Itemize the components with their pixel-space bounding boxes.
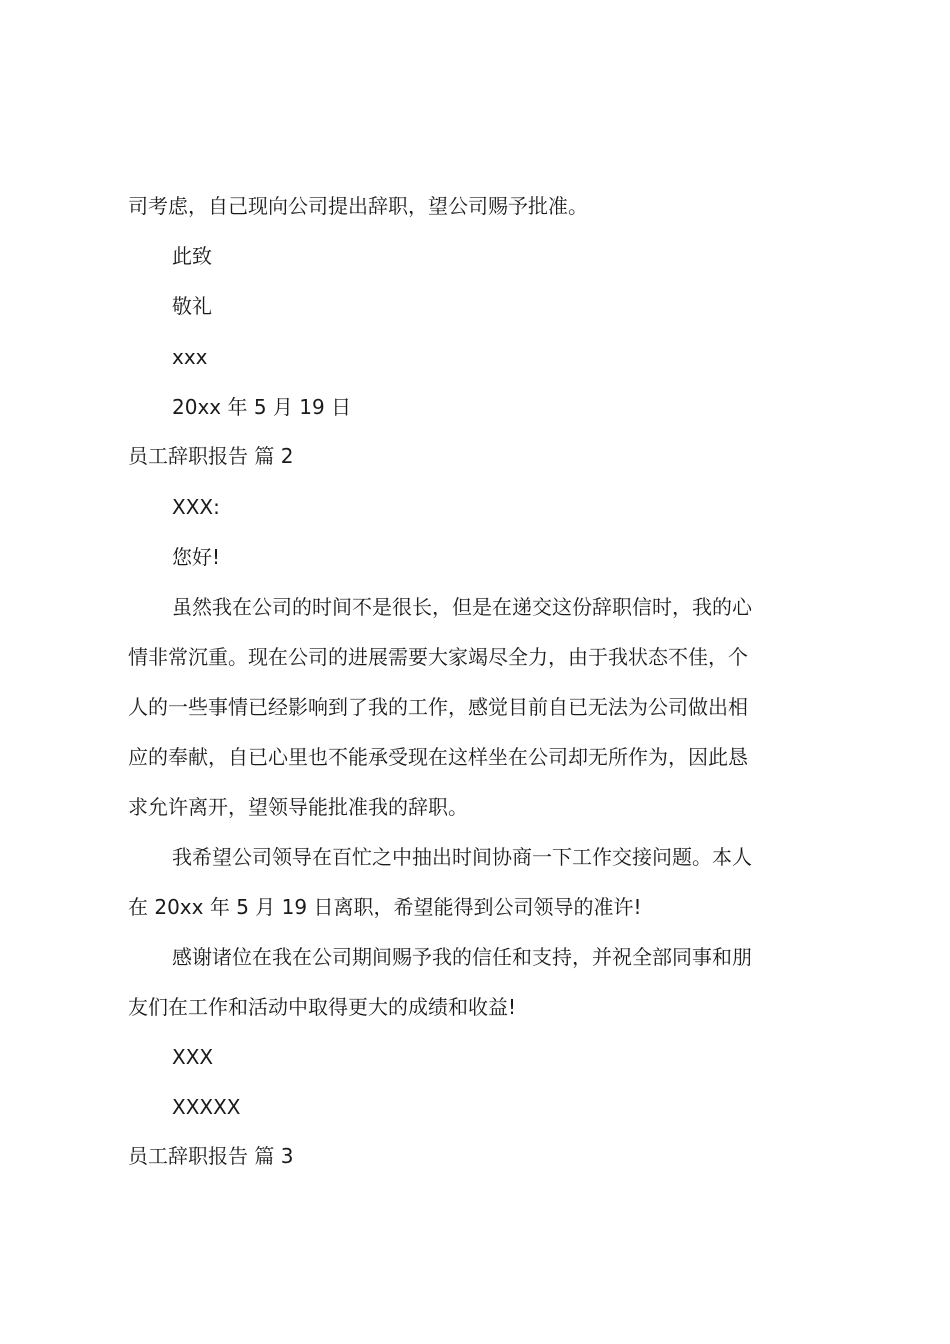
paragraph-line: 求允许离开，望领导能批准我的辞职。 [128, 795, 468, 819]
signature-name: xxx [172, 345, 208, 369]
paragraph-line: 在 20xx 年 5 月 19 日离职，希望能得到公司领导的准许! [128, 895, 642, 919]
paragraph-line: 友们在工作和活动中取得更大的成绩和收益! [128, 995, 517, 1019]
paragraph-line: 感谢诸位在我在公司期间赐予我的信任和支持，并祝全部同事和朋 [172, 945, 752, 969]
paragraph-line: 人的一些事情已经影响到了我的工作，感觉目前自已无法为公司做出相 [128, 695, 748, 719]
closing-regards: 敬礼 [172, 294, 212, 318]
section-heading: 员工辞职报告 篇 2 [128, 444, 294, 468]
signature-name: XXX [172, 1045, 214, 1069]
recipient-line: XXX: [172, 495, 220, 519]
paragraph-line: 司考虑，自己现向公司提出辞职，望公司赐予批准。 [128, 194, 588, 218]
paragraph-line: 虽然我在公司的时间不是很长，但是在递交这份辞职信时，我的心 [172, 595, 752, 619]
greeting-line: 您好! [172, 545, 221, 569]
paragraph-line: 情非常沉重。现在公司的进展需要大家竭尽全力，由于我状态不佳，个 [128, 645, 748, 669]
paragraph-line: 应的奉献，自已心里也不能承受现在这样坐在公司却无所作为，因此恳 [128, 745, 748, 769]
signature-date: 20xx 年 5 月 19 日 [172, 395, 352, 419]
signature-date: XXXXX [172, 1095, 241, 1119]
closing-salutation: 此致 [172, 244, 212, 268]
section-heading: 员工辞职报告 篇 3 [128, 1144, 294, 1168]
paragraph-line: 我希望公司领导在百忙之中抽出时间协商一下工作交接问题。本人 [172, 845, 752, 869]
